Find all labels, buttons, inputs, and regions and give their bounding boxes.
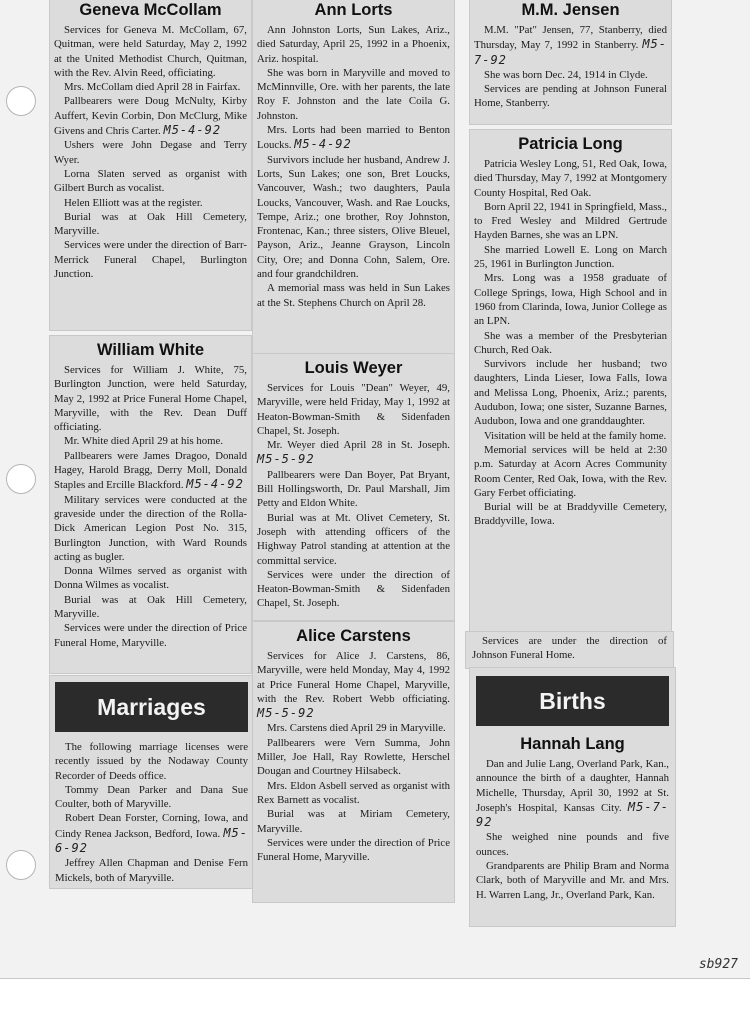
obituary-name: Alice Carstens bbox=[296, 627, 411, 645]
obituary-paragraph: Mrs. Eldon Asbell served as organist with Rex Barnett as vocalist. bbox=[257, 779, 450, 806]
page-number-note: sb927 bbox=[698, 957, 738, 972]
obituary-paragraph: M.M. "Pat" Jensen, 77, Stanberry, died Thursday, May 7, 1992 in Stanberry. M5-7-92 bbox=[474, 24, 667, 67]
handwritten-date: M5-6-92 bbox=[55, 825, 248, 856]
obituary-paragraph: Burial was at Miriam Cemetery, Maryville. bbox=[257, 808, 450, 835]
obituary-paragraph: Mrs. McCollam died April 28 in Fairfax. bbox=[64, 81, 241, 94]
obituary-paragraph: Survivors include her husband, Andrew J. Lorts, Sun Lakes; one son, Bret Loucks, Vancouver, Wash.; two daughters, Paula Loucks, Vancouver, Wash. and Rae Loucks, Tempe, Ariz.; one brother, Roy Johnston, Frontenac, Kan.; three sisters, Olive Bleuel, Payson, Ariz., Jeanne Grayson, Lincoln City, Ore; and Donna Cohn, Salem, Ore. and four grandchildren. bbox=[257, 153, 450, 281]
obituary-paragraph: She was born Dec. 24, 1914 in Clyde. bbox=[484, 68, 648, 81]
obituary-ann-lorts bbox=[253, 0, 454, 354]
obituary-paragraph: Burial will be at Braddyville Cemetery, Braddyville, Iowa. bbox=[474, 501, 667, 528]
obituary-name: Ann Lorts bbox=[314, 1, 393, 19]
marriage-entry: Robert Dean Forster, Corning, Iowa, and Cindy Renea Jackson, Bedford, Iowa. M5-6-92 bbox=[55, 812, 248, 856]
obituary-paragraph: Mrs. Long was a 1958 graduate of College Springs, Iowa, High School and in 1960 from Clarinda, Iowa, Junior College as an LPN. bbox=[474, 272, 667, 328]
obituary-paragraph: Services for Louis "Dean" Weyer, 49, Maryville, were held Friday, May 1, 1992 at Heaton-Bowman-Smith & Sidenfaden Chapel, St. Joseph. bbox=[257, 382, 450, 437]
obituary-name: Louis Weyer bbox=[304, 359, 403, 377]
obituary-paragraph: Born April 22, 1941 in Springfield, Mass., to Fred Wesley and Mildred Gertrude Hayden Barnes, she was an LPN. bbox=[474, 200, 667, 242]
obituary-paragraph: A memorial mass was held in Sun Lakes at the St. Stephens Church on April 28. bbox=[257, 282, 450, 309]
obituary-paragraph: Ann Johnston Lorts, Sun Lakes, Ariz., died Saturday, April 25, 1992 in a Phoenix, Ariz. hospital. bbox=[257, 24, 450, 65]
obituary-paragraph: Services were under the direction of Barr-Merrick Funeral Chapel, Burlington Junction. bbox=[54, 239, 247, 281]
birth-paragraph: Dan and Julie Lang, Overland Park, Kan., announce the birth of a daughter, Hannah Michelle, Thursday, April 30, 1992 at St. Joseph's Hospital, Kansas City. M5-7-92 bbox=[476, 758, 670, 830]
obituary-paragraph: Services for Alice J. Carstens, 86, Maryville, were held Monday, May 4, 1992 at Price Funeral Home Chapel, Maryville, with the Rev. Robert Webb officiating. M5-5-92 bbox=[257, 650, 450, 721]
obituary-mm-jensen bbox=[470, 0, 671, 124]
handwritten-date: M5-5-92 bbox=[257, 706, 315, 721]
birth-paragraph: She weighed nine pounds and five ounces. bbox=[476, 831, 669, 858]
obituary-paragraph: She was born in Maryville and moved to McMinnville, Ore. with her parents, the late Roy F. Johnston and the late Coila G. Johnston. bbox=[257, 66, 450, 122]
obituary-paragraph: Burial was at Oak Hill Cemetery, Maryville. bbox=[54, 210, 247, 238]
handwritten-date: M5-4-92 bbox=[163, 123, 222, 138]
obituary-paragraph: Visitation will be held at the family home. bbox=[484, 429, 667, 442]
binder-hole bbox=[6, 86, 36, 116]
obituary-alice-carstens bbox=[253, 622, 454, 902]
binder-hole bbox=[6, 850, 36, 880]
marriage-entry: Tommy Dean Parker and Dana Sue Coulter, both of Maryville. bbox=[55, 783, 248, 811]
obituary-louis-weyer bbox=[253, 354, 454, 620]
obituary-geneva-mccollam bbox=[50, 0, 251, 330]
marriages-banner: Marriages bbox=[55, 682, 248, 732]
birth-paragraph: Grandparents are Philip Bram and Norma Clark, both of Maryville and Mr. and Mrs. H. Warren Lang, Jr., Overland Park, Kan. bbox=[476, 860, 669, 901]
marriages-intro: The following marriage licenses were recently issued by the Nodaway County Recorder of Deeds office. bbox=[55, 741, 248, 782]
obituary-paragraph: Services are under the direction of Johnson Funeral Home. bbox=[472, 635, 667, 662]
obituary-paragraph: Donna Wilmes served as organist with Donna Wilmes as vocalist. bbox=[54, 565, 247, 592]
handwritten-date: M5-7-92 bbox=[474, 37, 667, 67]
obituary-paragraph: Services for William J. White, 75, Burlington Junction, were held Saturday, May 2, 1992 at Price Funeral Home Chapel, Maryville, with the Rev. Dean Duff officiating. bbox=[54, 364, 247, 434]
obituary-patricia-long-continued bbox=[466, 632, 673, 668]
obituary-paragraph: Pallbearers were Vern Summa, John Miller, Joe Hall, Ray Rowlette, Herschel Dougan and Courtney Hilsabeck. bbox=[257, 736, 450, 778]
obituary-paragraph: Burial was at Mt. Olivet Cemetery, St. Joseph with attending officers of the Highway Patrol standing at attention at the committal service. bbox=[257, 511, 450, 567]
obituary-paragraph: Services were under the direction of Price Funeral Home, Maryville. bbox=[257, 836, 450, 864]
obituary-paragraph: Mrs. Lorts had been married to Benton Loucks. M5-4-92 bbox=[257, 124, 450, 152]
obituary-paragraph: Services are pending at Johnson Funeral Home, Stanberry. bbox=[474, 83, 667, 110]
obituary-paragraph: Memorial services will be held at 2:30 p.m. Saturday at Acorn Acres Community Room Center, Red Oak, Iowa, with the Rev. Gary Ferbet officiating. bbox=[474, 443, 667, 499]
obituary-paragraph: Services were under the direction of Heaton-Bowman-Smith & Sidenfaden Chapel, St. Joseph. bbox=[257, 568, 450, 610]
obituary-paragraph: Pallbearers were Dan Boyer, Pat Bryant, Bill Hollingsworth, Dr. Paul Marshall, Jim Petty and Eldon White. bbox=[257, 468, 450, 510]
obituary-paragraph: Military services were conducted at the graveside under the direction of the Rolla-Dick American Legion Post No. 315, Burlington Junction, with Ward Rounds acting as bugler. bbox=[54, 493, 247, 563]
obituary-name: William White bbox=[96, 341, 205, 359]
obituary-paragraph: Mrs. Carstens died April 29 in Maryville. bbox=[267, 722, 446, 735]
birth-name: Hannah Lang bbox=[520, 735, 625, 753]
obituary-name: Geneva McCollam bbox=[79, 1, 222, 19]
obituary-name: M.M. Jensen bbox=[521, 1, 620, 19]
marriage-entry: Jeffrey Allen Chapman and Denise Fern Mickels, both of Maryville. bbox=[55, 857, 248, 884]
page-margin bbox=[0, 978, 750, 1034]
births-banner: Births bbox=[476, 676, 669, 726]
births-section bbox=[470, 668, 675, 926]
obituary-paragraph: She married Lowell E. Long on March 25, 1961 in Burlington Junction. bbox=[474, 243, 667, 271]
binder-hole bbox=[6, 464, 36, 494]
obituary-patricia-long bbox=[470, 130, 671, 634]
obituary-paragraph: Services were under the direction of Price Funeral Home, Maryville. bbox=[54, 622, 247, 649]
handwritten-date: M5-4-92 bbox=[186, 477, 244, 492]
handwritten-date: M5-4-92 bbox=[294, 137, 352, 152]
handwritten-date: M5-5-92 bbox=[257, 452, 315, 467]
obituary-paragraph: She was a member of the Presbyterian Church, Red Oak. bbox=[474, 329, 667, 356]
obituary-william-white bbox=[50, 336, 251, 673]
obituary-paragraph: Pallbearers were James Dragoo, Donald Hagey, Harold Bragg, Derry Moll, Donald Staples and Ercille Blackford. M5-4-92 bbox=[54, 449, 247, 492]
marriages-section bbox=[50, 676, 253, 888]
obituary-paragraph: Survivors include her husband; two daughters, Linda Lieser, Iowa Falls, Iowa and Melissa Long, Phoenix, Ariz.; parents, Audubon, Iowa; one sister, Suzanne Barnes, Audubon, Iowa and one granddaughter. bbox=[474, 358, 667, 428]
obituary-paragraph: Helen Elliott was at the register. bbox=[64, 196, 203, 209]
handwritten-date: M5-7-92 bbox=[476, 799, 670, 830]
obituary-paragraph: Services for Geneva M. McCollam, 67, Quitman, were held Saturday, May 2, 1992 at the United Methodist Church, Quitman, with the Rev. Alvin Reed, officiating. bbox=[54, 24, 247, 79]
obituary-paragraph: Mr. Weyer died April 28 in St. Joseph. M5-5-92 bbox=[257, 439, 450, 467]
obituary-paragraph: Ushers were John Degase and Terry Wyer. bbox=[54, 139, 247, 166]
obituary-name: Patricia Long bbox=[518, 135, 623, 153]
obituary-paragraph: Lorna Slaten served as organist with Gilbert Burch as vocalist. bbox=[54, 167, 247, 195]
obituary-paragraph: Mr. White died April 29 at his home. bbox=[64, 435, 224, 448]
obituary-paragraph: Patricia Wesley Long, 51, Red Oak, Iowa, died Thursday, May 7, 1992 at Montgomery County Hospital, Red Oak. bbox=[474, 158, 667, 199]
obituary-paragraph: Burial was at Oak Hill Cemetery, Maryville. bbox=[54, 593, 247, 621]
obituary-paragraph: Pallbearers were Doug McNulty, Kirby Auffert, Kevin Corbin, Don McClurg, Mike Givens and Chris Carter. M5-4-92 bbox=[54, 95, 247, 138]
